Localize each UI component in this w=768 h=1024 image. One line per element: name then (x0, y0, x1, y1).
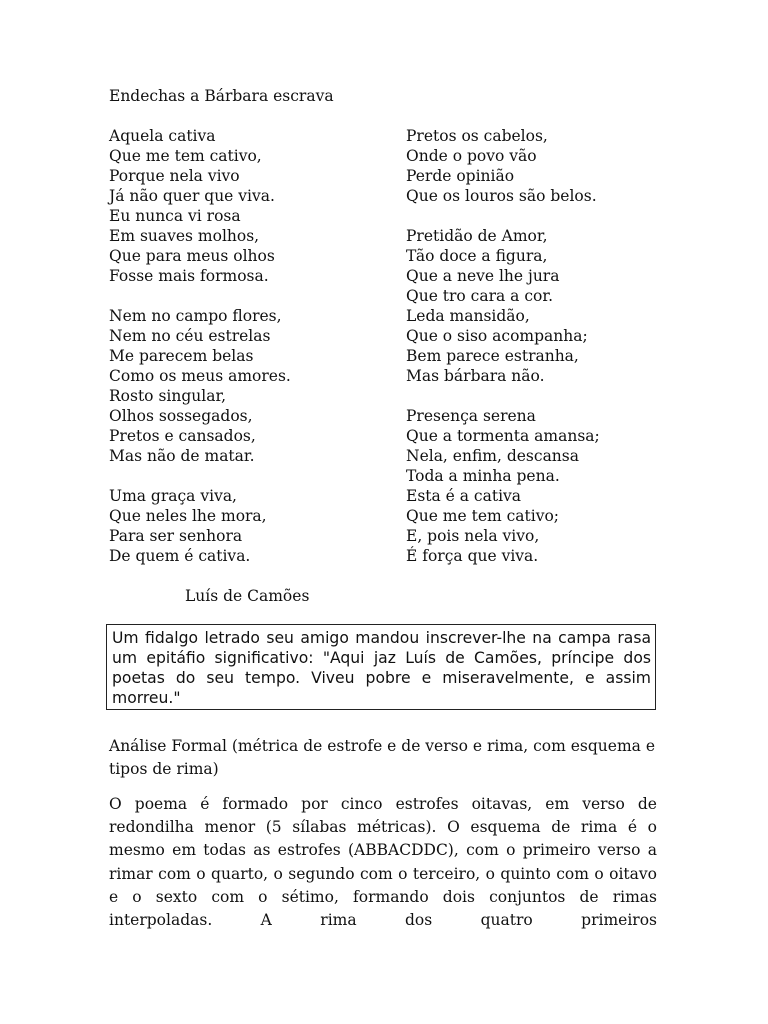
analysis-heading: Análise Formal (métrica de estrofe e de verso e rima, com esquema e tipos de rima) (109, 737, 655, 778)
verse-line: Pretidão de Amor, (406, 227, 548, 245)
verse-line: Que os louros são belos. (406, 187, 597, 205)
verse-line: Mas não de matar. (109, 447, 255, 465)
verse-line: Pretos e cansados, (109, 427, 256, 445)
stanza (109, 126, 291, 286)
verse-line: Bem parece estranha, (406, 347, 579, 365)
verse-line: Aquela cativa (109, 127, 216, 145)
verse-line: Que neles lhe mora, (109, 507, 267, 525)
verse-line: Rosto singular, (109, 387, 227, 405)
stanza (406, 406, 600, 566)
verse-line: Fosse mais formosa. (109, 267, 269, 285)
verse-line: Que o siso acompanha; (406, 327, 588, 345)
verse-line: Onde o povo vão (406, 147, 537, 165)
poem-right-column (406, 126, 600, 566)
verse-line: Esta é a cativa (406, 487, 522, 505)
verse-line: Que a neve lhe jura (406, 267, 560, 285)
verse-line: Leda mansidão, (406, 307, 530, 325)
verse-line: Tão doce a figura, (406, 247, 548, 265)
verse-line: Nela, enfim, descansa (406, 447, 579, 465)
verse-line: Como os meus amores. (109, 367, 291, 385)
poem-title: Endechas a Bárbara escrava (109, 87, 334, 105)
verse-line: Para ser senhora (109, 527, 243, 545)
stanza (406, 126, 600, 206)
verse-line: Toda a minha pena. (406, 467, 560, 485)
verse-line: Olhos sossegados, (109, 407, 253, 425)
analysis-paragraph: O poema é formado por cinco estrofes oitavas, em verso de redondilha menor (5 sílabas métricas). O esquema de rima é o mesmo em todas as estrofes (ABBACDDC), com o primeiro verso a rimar com o quarto, o segundo com o terceiro, o quinto com o oitavo e o sexto com o sétimo, formando dois conjuntos de rimas interpoladas. A rima dos quatro primeiros (109, 795, 657, 930)
verse-line: Presença serena (406, 407, 536, 425)
verse-line: Me parecem belas (109, 347, 254, 365)
verse-line: Nem no campo flores, (109, 307, 282, 325)
poem-left-column (109, 126, 291, 566)
verse-line: Perde opinião (406, 167, 515, 185)
verse-line: Eu nunca vi rosa (109, 207, 241, 225)
verse-line: É força que viva. (406, 547, 539, 565)
verse-line: E, pois nela vivo, (406, 527, 540, 545)
verse-line: Porque nela vivo (109, 167, 240, 185)
verse-line: Que me tem cativo; (406, 507, 560, 525)
stanza (109, 306, 291, 466)
verse-line: Uma graça viva, (109, 487, 237, 505)
verse-line: Pretos os cabelos, (406, 127, 548, 145)
stanza (109, 486, 291, 566)
verse-line: Mas bárbara não. (406, 367, 545, 385)
verse-line: Que tro cara a cor. (406, 287, 554, 305)
verse-line: Nem no céu estrelas (109, 327, 271, 345)
epitaph-note-box: Um fidalgo letrado seu amigo mandou inscrever-lhe na campa rasa um epitáfio significativo: "Aqui jaz Luís de Camões, príncipe dos poetas do seu tempo. Viveu pobre e miseravelmente, e assim morreu." (106, 624, 656, 710)
poem-author: Luís de Camões (185, 587, 310, 605)
verse-line: Que me tem cativo, (109, 147, 262, 165)
stanza (406, 226, 600, 386)
verse-line: Já não quer que viva. (109, 187, 275, 205)
verse-line: Em suaves molhos, (109, 227, 260, 245)
verse-line: Que para meus olhos (109, 247, 275, 265)
verse-line: Que a tormenta amansa; (406, 427, 600, 445)
verse-line: De quem é cativa. (109, 547, 251, 565)
